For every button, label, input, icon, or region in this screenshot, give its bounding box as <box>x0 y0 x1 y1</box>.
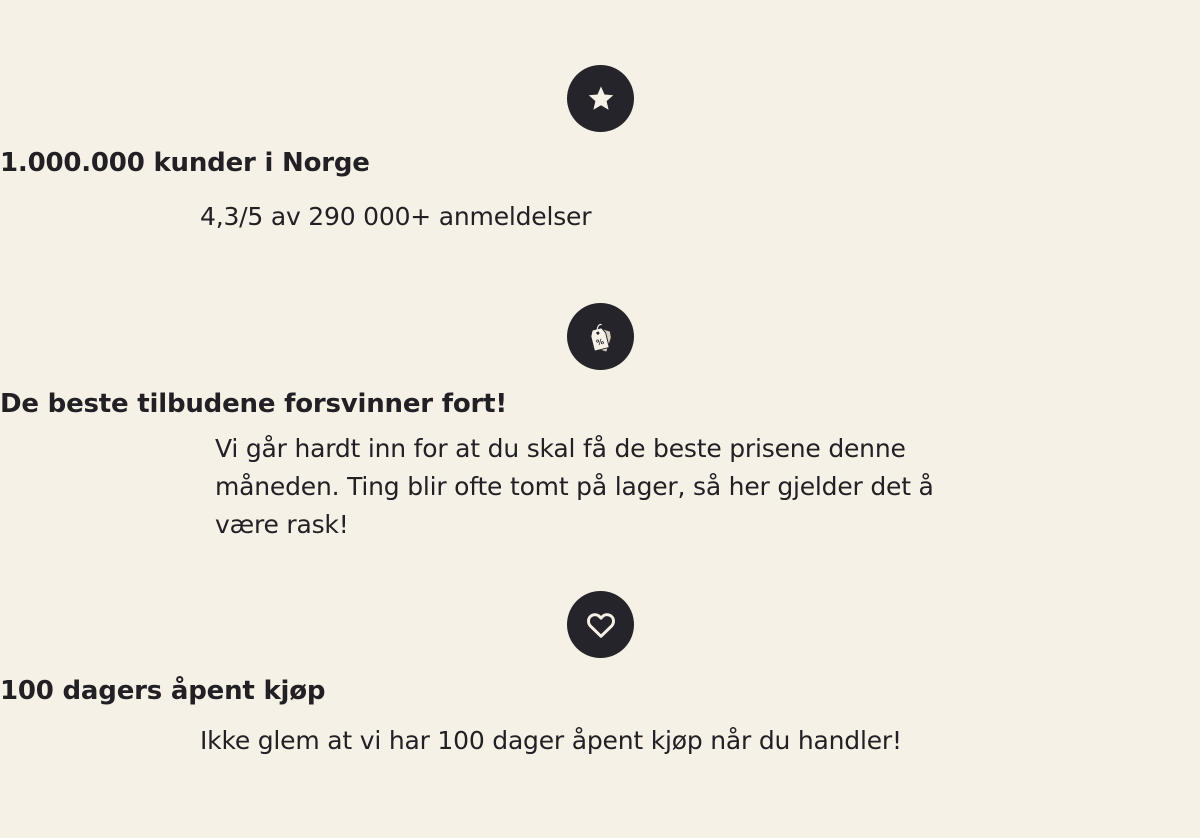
feature-title: 100 dagers åpent kjøp <box>0 676 326 706</box>
feature-description: Vi går hardt inn for at du skal få de beste prisene denne måneden. Ting blir ofte tomt på lager, så her gjelder det å være rask! <box>215 434 934 539</box>
feature-description: 4,3/5 av 290 000+ anmeldelser <box>200 202 592 231</box>
feature-icon-badge <box>567 303 634 370</box>
feature-title: De beste tilbudene forsvinner fort! <box>0 389 508 419</box>
heart-icon <box>585 609 617 641</box>
feature-description: Ikke glem at vi har 100 dager åpent kjøp når du handler! <box>200 726 902 755</box>
price-tag-icon <box>582 318 620 356</box>
feature-title: 1.000.000 kunder i Norge <box>0 148 370 178</box>
star-icon <box>585 83 617 115</box>
feature-icon-badge <box>567 65 634 132</box>
svg-text:%: % <box>594 336 605 347</box>
feature-icon-badge <box>567 591 634 658</box>
